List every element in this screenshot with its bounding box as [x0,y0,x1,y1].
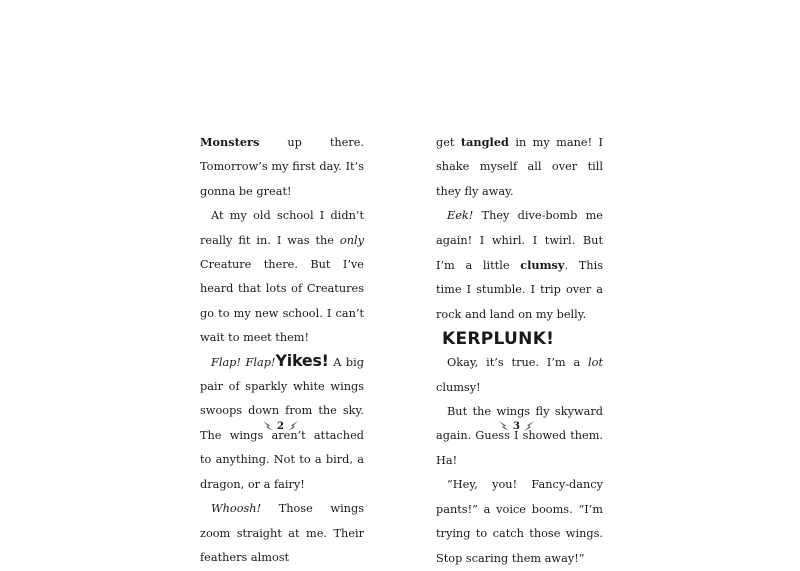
left-paragraph-1: Monsters up there. Tomorrow’s my first day. It’s gonna be great! [200,135,364,198]
left-paragraph-2: At my old school I didn’t really fit in. I was the only Creature there. But I’ve heard that lots of Creatures go to my new school. I can’t wait to meet them! [200,209,364,345]
page-number: 3 [513,420,520,432]
right-paragraph-5: “Hey, you! Fancy-dancy pants!” a voice booms. “I’m trying to catch those wings. Stop scaring them away!” [436,478,603,565]
sound-effect: Whoosh! [211,502,262,516]
bold-word: tangled [460,135,509,149]
left-paragraph-4: Whoosh! Those wings zoom straight at me. Their feathers almost [200,502,364,564]
left-paragraph-3: Flap! Flap!Yikes! A big pair of sparkly white wings swoops down from the sky. The wings aren’t attached to anything. Not to a bird, a dragon, or a fairy! [200,350,364,491]
right-page-text [436,130,603,571]
bold-word: clumsy [520,258,565,273]
lightning-bolt-icon [287,420,299,432]
left-page-text [200,130,364,570]
right-paragraph-3: Okay, it’s true. I’m a lot clumsy! [436,356,603,394]
kerplunk-sound: KERPLUNK! [442,329,555,350]
bold-word: Monsters [200,135,260,149]
right-page-number [498,420,535,432]
italic-word: only [339,233,364,247]
left-page-number [262,420,299,432]
lightning-bolt-icon [498,420,510,432]
lightning-bolt-icon [262,420,274,432]
sound-effect: Eek! [447,209,474,223]
lightning-bolt-icon [523,420,535,432]
sound-effect: Flap! Flap! [211,355,276,369]
right-paragraph-4: But the wings fly skyward again. Guess I showed them. Ha! [436,405,603,467]
right-paragraph-1: get tangled in my mane! I shake myself all over till they fly away. [436,135,603,198]
italic-word: lot [588,356,603,370]
page-number: 2 [277,420,284,432]
display-exclamation: Yikes! [275,350,329,370]
right-paragraph-2: Eek! They dive-bomb me again! I whirl. I twirl. But I’m a little clumsy. This time I stumble. I trip over a rock and land on my belly. [436,209,603,321]
